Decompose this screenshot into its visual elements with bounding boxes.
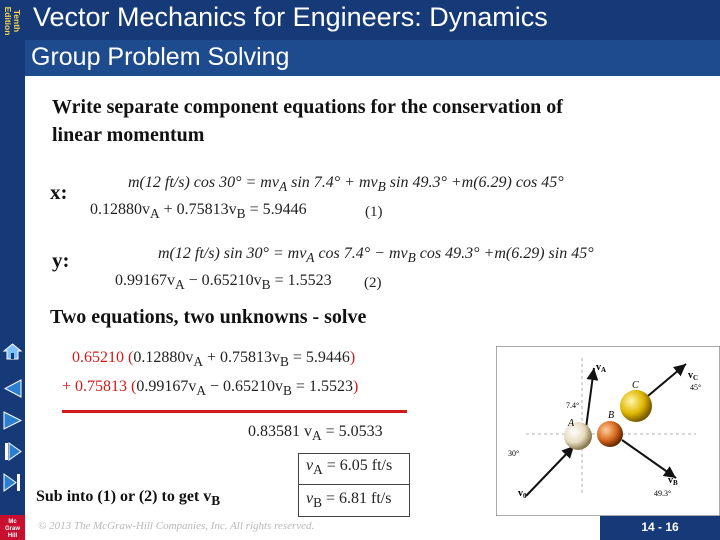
slide-subtitle: Group Problem Solving: [31, 43, 290, 71]
previous-slide-icon[interactable]: [2, 410, 23, 431]
v0-label: $v_0$: [518, 488, 527, 500]
equation-number-2: (2): [364, 275, 382, 291]
elimination-step-1: 0.65210 $(0.12880v_A + 0.75813v_B = 5.9446)$: [72, 349, 356, 370]
results-divider: [298, 484, 410, 485]
y-label: y:: [52, 248, 70, 272]
angle-45-label: 45°: [690, 383, 702, 392]
elimination-step-2: + 0.75813 $(0.99167v_A - 0.65210v_B = 1.5523)$: [62, 378, 359, 399]
first-slide-icon[interactable]: [2, 378, 23, 399]
x-component-equation: $0.12880v_A + 0.75813v_B = 5.9446$: [90, 201, 307, 222]
copyright-footer: © 2013 The McGraw-Hill Companies, Inc. All rights reserved.: [38, 520, 315, 532]
collision-figure: [496, 346, 720, 516]
x-momentum-equation: m(12 ft/s) $\cos 30^\circ = mv_A$ $\sin 7.4^\circ + mv_B$ sin 49.3° +m(6.29) cos 45°: [128, 174, 564, 195]
angle-30-label: 30°: [508, 449, 520, 458]
a-label: A: [568, 418, 575, 429]
solve-instruction: Two equations, two unknowns - solve: [50, 306, 367, 328]
ball-c: [620, 390, 652, 422]
y-momentum-equation: m(12 ft/s) $\sin 30^\circ = mv_A$ $\cos 7.4^\circ - mv_B$ cos 49.3° +m(6.29) sin 45°: [158, 245, 594, 266]
subtitle-bar: [25, 40, 720, 76]
summed-equation: 0.83581 $v_A = 5.0533$: [248, 423, 383, 444]
edition-label: Tenth Edition: [3, 6, 22, 36]
equation-number-1: (1): [365, 204, 383, 220]
vb-label: $v_B$: [668, 475, 678, 487]
ball-b: [597, 421, 623, 447]
page-number: 14 - 16: [641, 520, 679, 534]
b-label: B: [608, 410, 615, 421]
y-component-equation: $0.99167v_A - 0.65210v_B = 1.5523$: [115, 272, 332, 293]
result-va: $v_A = 6.05$ ft/s: [306, 457, 393, 478]
result-vb: $v_B = 6.81$ ft/s: [306, 490, 392, 511]
next-slide-icon[interactable]: [2, 441, 23, 462]
publisher-logo: Mc Graw Hill: [0, 515, 25, 540]
last-slide-icon[interactable]: [2, 472, 23, 493]
slide-header: [25, 0, 720, 76]
angle-49-3-label: 49.3°: [654, 489, 672, 498]
vc-label: $v_C$: [688, 370, 699, 382]
home-icon[interactable]: [2, 341, 23, 362]
angle-7-4-label: 7.4°: [566, 401, 580, 410]
substitution-instruction: Sub into (1) or (2) to get $v_B$: [36, 488, 221, 509]
page-number-bar: [600, 516, 720, 540]
slide-title: Vector Mechanics for Engineers: Dynamics: [33, 2, 548, 32]
va-label: $v_A$: [596, 362, 607, 374]
c-label: C: [632, 380, 639, 391]
x-label: x:: [50, 180, 68, 204]
sum-divider-line: [62, 410, 407, 413]
intro-text: Write separate component equations for the conservation of linear momentum: [52, 96, 563, 146]
